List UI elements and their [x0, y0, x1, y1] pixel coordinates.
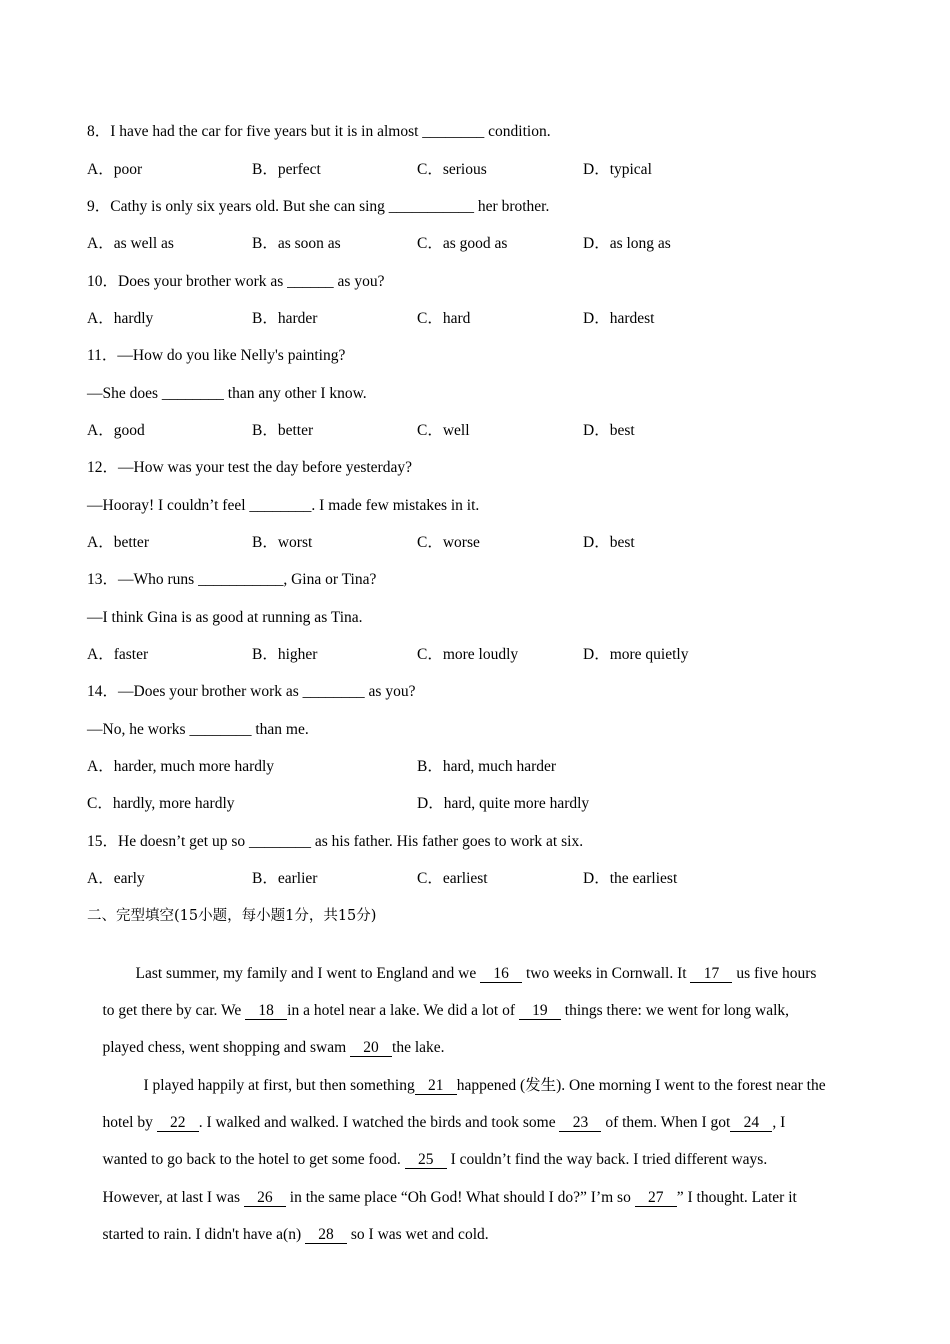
passage-text: in the same place “Oh God! What should I do?” I’m so	[285, 1189, 635, 1206]
passage-text: . I walked and walked. I watched the birds and took some	[198, 1114, 560, 1131]
question-14: 14．—Does your brother work as ________ as you?	[87, 683, 416, 700]
passage-text: Last summer, my family and I went to England and we	[135, 965, 481, 982]
question-10: 10．Does your brother work as ______ as you?	[87, 273, 385, 290]
passage-text: hotel by	[102, 1114, 157, 1131]
blank-21[interactable]: 21	[415, 1077, 457, 1095]
q11-option-b: B．better	[252, 422, 314, 439]
blank-18[interactable]: 18	[245, 1002, 287, 1020]
blank-20[interactable]: 20	[350, 1039, 392, 1057]
blank-19[interactable]: 19	[519, 1002, 561, 1020]
q8-option-d: D．typical	[583, 161, 652, 178]
passage-text: two weeks in Cornwall. It	[522, 965, 691, 982]
passage-text: wanted to go back to the hotel to get some food.	[102, 1151, 405, 1168]
q14-option-d: D．hard, quite more hardly	[417, 795, 590, 812]
q14-option-b: B．hard, much harder	[417, 758, 557, 775]
q14-option-c: C．hardly, more hardly	[87, 795, 235, 812]
q10-option-a: A．hardly	[87, 310, 154, 327]
q13-option-a: A．faster	[87, 646, 149, 663]
q9-option-b: B．as soon as	[252, 235, 341, 252]
passage-text: so I was wet and cold.	[347, 1226, 489, 1243]
question-11: 11．—How do you like Nelly's painting?	[87, 347, 346, 364]
passage-text: played chess, went shopping and swam	[102, 1039, 351, 1056]
q15-option-c: C．earliest	[417, 870, 488, 887]
q14-option-a: A．harder, much more hardly	[87, 758, 275, 775]
blank-28[interactable]: 28	[305, 1226, 347, 1244]
question-9: 9．Cathy is only six years old. But she can sing ___________ her brother.	[87, 198, 550, 215]
passage-line	[87, 1205, 489, 1265]
blank-24[interactable]: 24	[730, 1114, 772, 1132]
q10-option-b: B．harder	[252, 310, 318, 327]
blank-26[interactable]: 26	[244, 1189, 286, 1207]
q9-option-a: A．as well as	[87, 235, 174, 252]
blank-25[interactable]: 25	[405, 1151, 447, 1169]
q12-option-c: C．worse	[417, 534, 480, 551]
q12-option-d: D．best	[583, 534, 635, 551]
passage-text: happened (发生). One morning I went to the forest near the	[456, 1077, 826, 1094]
q12-option-a: A．better	[87, 534, 149, 551]
question-15: 15．He doesn’t get up so ________ as his father. His father goes to work at six.	[87, 833, 584, 850]
blank-17[interactable]: 17	[690, 965, 732, 983]
q9-option-d: D．as long as	[583, 235, 671, 252]
blank-22[interactable]: 22	[157, 1114, 199, 1132]
question-13-reply: —I think Gina is as good at running as Tina.	[87, 609, 363, 626]
passage-text: the lake.	[392, 1039, 445, 1056]
section-title: 二、完型填空(15小题，每小题1分，共15分)	[87, 908, 377, 924]
blank-16[interactable]: 16	[480, 965, 522, 983]
passage-text: in a hotel near a lake. We did a lot of	[287, 1002, 519, 1019]
blank-27[interactable]: 27	[635, 1189, 677, 1207]
passage-text: things there: we went for long walk,	[560, 1002, 790, 1019]
q10-option-c: C．hard	[417, 310, 471, 327]
question-12-reply: —Hooray! I couldn’t feel ________. I made few mistakes in it.	[87, 497, 480, 514]
q13-option-b: B．higher	[252, 646, 318, 663]
question-8: 8．I have had the car for five years but it is in almost ________ condition.	[87, 123, 551, 140]
q10-option-d: D．hardest	[583, 310, 655, 327]
question-12: 12．—How was your test the day before yesterday?	[87, 459, 412, 476]
q9-option-c: C．as good as	[417, 235, 508, 252]
q11-option-a: A．good	[87, 422, 145, 439]
passage-text: us five hours	[732, 965, 817, 982]
question-13: 13．—Who runs ___________, Gina or Tina?	[87, 571, 377, 588]
passage-text: I couldn’t find the way back. I tried different ways.	[446, 1151, 768, 1168]
passage-text: However, at last I was	[102, 1189, 244, 1206]
passage-text: , I	[772, 1114, 786, 1131]
passage-text: started to rain. I didn't have a(n)	[102, 1226, 305, 1243]
q15-option-a: A．early	[87, 870, 145, 887]
q15-option-d: D．the earliest	[583, 870, 678, 887]
passage-text: ” I thought. Later it	[676, 1189, 797, 1206]
q8-option-b: B．perfect	[252, 161, 321, 178]
question-14-reply: —No, he works ________ than me.	[87, 721, 309, 738]
q11-option-d: D．best	[583, 422, 635, 439]
passage-text: to get there by car. We	[102, 1002, 246, 1019]
q13-option-c: C．more loudly	[417, 646, 519, 663]
question-11-reply: —She does ________ than any other I know.	[87, 385, 367, 402]
passage-text: of them. When I got	[601, 1114, 731, 1131]
q13-option-d: D．more quietly	[583, 646, 689, 663]
q15-option-b: B．earlier	[252, 870, 318, 887]
q12-option-b: B．worst	[252, 534, 313, 551]
q8-option-c: C．serious	[417, 161, 487, 178]
blank-23[interactable]: 23	[559, 1114, 601, 1132]
q8-option-a: A．poor	[87, 161, 143, 178]
passage-text: I played happily at first, but then something	[143, 1077, 415, 1094]
q11-option-c: C．well	[417, 422, 470, 439]
